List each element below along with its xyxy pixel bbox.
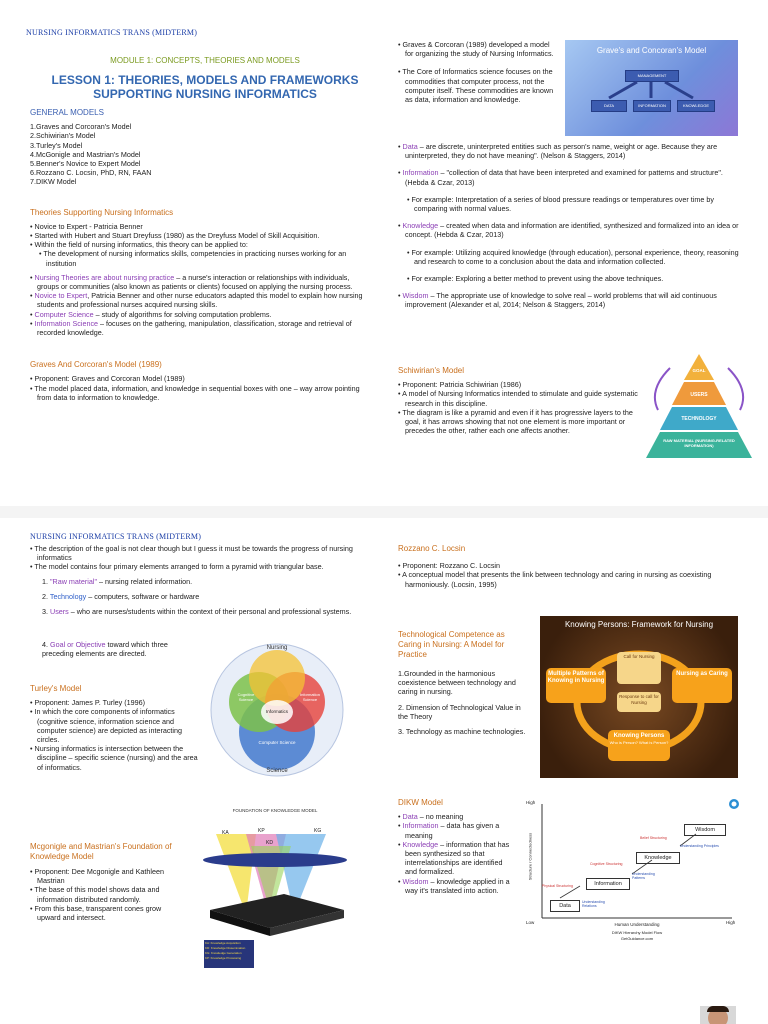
list-item: • A conceptual model that presents the link between technology and caring in nursing as coexisting harmoniously. (Locsin, 1995): [398, 570, 712, 589]
graves-list-2: [398, 40, 558, 58]
response-box: Response to call for Nursing: [617, 692, 661, 712]
techcomp-heading: Technological Competence as Caring in Nursing: A Model for Practice: [398, 630, 505, 659]
know-example-1: [398, 248, 743, 266]
know-example-2: [398, 274, 743, 283]
venn-science: Science: [266, 768, 288, 774]
turley-venn-diagram: [205, 640, 350, 780]
list-item: • Proponent: Rozzano C. Locsin: [398, 561, 501, 571]
list-item: • Data – no meaning: [398, 812, 464, 822]
chart-caption-2: GetGuidance.com: [620, 936, 654, 941]
data-box: DATA: [591, 100, 627, 112]
belief-structuring: Belief Structuring: [640, 836, 667, 840]
goal-item: [42, 640, 192, 664]
list-item: 2. Technology – computers, software or hardware: [42, 591, 200, 601]
list-item: • The Core of Informatics science focuses on the commodities that computer process, not the computer itself. These commodities are known as data, information and knowledge.: [398, 67, 554, 105]
x-high: High: [726, 920, 736, 925]
list-item: 4. Goal or Objective toward which three preceding elements are directed.: [42, 640, 168, 659]
module-title: MODULE 1: CONCEPTS, THEORIES AND MODELS: [110, 56, 300, 65]
locsin-list: [398, 561, 743, 589]
foundation-knowledge-diagram: [196, 804, 354, 972]
schwirian-heading: Schiwirian's Model: [398, 366, 464, 375]
schwirian-section: [398, 366, 638, 440]
graves-continued: [398, 40, 558, 109]
list-item: • Started with Hubert and Stuart Dreyfuss (1980) as the Dreyfuss Model of Skill Acquisition.: [30, 231, 320, 241]
venn-cognitive: Cognitive Science: [237, 692, 255, 702]
box-data: Data: [550, 900, 580, 912]
cone-kg: KG: [314, 828, 322, 834]
list-item: • For example: Exploring a better method to prevent using the above techniques.: [407, 274, 664, 284]
graves-corcoran-diagram: [565, 40, 738, 136]
list-item: 4.McGonigle and Mastrian's Model: [30, 149, 141, 159]
list-item: • Information – data has given a meaning: [398, 821, 500, 840]
list-item: • For example: Interpretation of a series of blood pressure readings or temperatures over time by comparing with normal values.: [407, 194, 714, 214]
lesson-title: [30, 73, 380, 101]
venn-nursing: Nursing: [266, 645, 288, 651]
theories-heading: Theories Supporting Nursing Informatics: [30, 207, 174, 217]
list-item: • Computer Science – study of algorithms for solving computation problems.: [30, 309, 272, 319]
knowing-sub: Who is Person? What is Person?: [609, 740, 669, 745]
techcomp-section: [398, 630, 530, 742]
knowing-persons-diagram: [540, 616, 738, 778]
list-item: • Nursing Theories are about nursing practice – a nurse's interaction or relationships with individuals, groups or communities (also known as patients or clients) focused on applying the nursing process.: [30, 272, 353, 292]
information-box: INFORMATION: [633, 100, 671, 112]
schwirian-list: [398, 380, 638, 435]
cone-kp: KP: [258, 828, 265, 834]
data-def: [398, 142, 743, 160]
list-item: • Wisdom – knowledge applied in a way it's translated into action.: [398, 876, 510, 895]
turley-heading: Turley's Model: [30, 684, 82, 693]
list-item: • Novice to Expert - Patricia Benner: [30, 221, 143, 231]
x-low: Low: [526, 920, 535, 925]
pyramid-raw-material: RAW MATERIAL (NURSING-RELATED INFORMATION): [663, 438, 735, 448]
cone-kd: KD: [266, 840, 273, 846]
dikw-heading: DIKW Model: [398, 798, 443, 807]
page-separator: [0, 506, 768, 518]
list-item: • Proponent: James P. Turley (1996): [30, 698, 146, 708]
patterns-box: Multiple Patterns of Knowing in Nursing: [546, 668, 606, 703]
dikw-list: [398, 812, 510, 895]
element-list: [30, 577, 375, 617]
theories-list: [30, 222, 370, 268]
general-models-list: [30, 122, 370, 186]
cone-ka: KA: [222, 830, 229, 836]
list-item: • The model placed data, information, and knowledge in sequential boxes with one – way arrow pointing from data to information to knowledge.: [30, 383, 360, 402]
locsin-heading: Rozzano C. Locsin: [398, 544, 466, 553]
dikw-section: [398, 798, 510, 900]
pyramid-description: [30, 544, 375, 622]
cone-legend: [204, 940, 254, 968]
lesson-title-line1: LESSON 1: THEORIES, MODELS AND FRAMEWORKS: [51, 73, 359, 87]
list-item: 2.Schiwirian's Model: [30, 131, 96, 141]
venn-computer: Computer Science: [258, 740, 296, 745]
general-models-heading: GENERAL MODELS: [30, 108, 104, 117]
wisdom-def: [398, 291, 743, 309]
list-item: 1.Graves and Corcoran's Model: [30, 122, 132, 132]
legend-item: KA: Knowledge Acquisition: [205, 941, 241, 945]
list-item: • From this base, transparent cones grow upward and intersect.: [30, 903, 162, 923]
list-item: • Proponent: Patricia Schiwirian (1986): [398, 380, 522, 390]
know-def: [398, 221, 743, 239]
list-item: • Information Science – focuses on the gathering, manipulation, classification, storage and retrieval of recorded knowledge.: [30, 318, 352, 338]
list-item: • The model contains four primary elements arranged to form a pyramid with triangular base.: [30, 562, 324, 572]
list-item: • Knowledge – created when data and information are identified, synthesized and formalized into an idea or concept. (Hebda & Czar, 2013): [398, 221, 739, 240]
pyramid-technology: TECHNOLOGY: [681, 416, 717, 422]
list-item: • A model of Nursing Informatics intended to stimulate and guide systematic research in this discipline.: [398, 389, 638, 408]
y-high: High: [526, 800, 536, 805]
lesson-title-line2: SUPPORTING NURSING INFORMATICS: [93, 87, 317, 101]
box-knowledge: Knowledge: [636, 852, 680, 864]
dikw-hierarchy-chart: [520, 794, 742, 944]
list-item: 6.Rozzano C. Locsin, PhD, RN, FAAN: [30, 168, 152, 178]
pyramid-goal: GOAL: [692, 368, 706, 373]
list-item: 3. Users – who are nurses/students within the context of their personal and professional systems.: [42, 607, 352, 617]
mcgonigle-heading: Mcgonigle and Mastrian's Foundation of Knowledge Model: [30, 842, 172, 861]
list-item: • Information – "collection of data that have been interpreted and examined for patterns and structure".(Hebda & Czar, 2013): [398, 168, 723, 187]
cognitive-structuring: Cognitive Structuring: [590, 862, 623, 866]
running-header: NURSING INFORMATICS TRANS (MIDTERM): [30, 532, 202, 541]
call-box: Call for Nursing: [617, 652, 661, 684]
list-item: 7.DIKW Model: [30, 177, 77, 187]
list-item: • Proponent: Dee Mcgonigle and Kathleen Mastrian: [30, 867, 164, 886]
legend-item: KD: Knowledge Dissemination: [205, 946, 246, 950]
graves-heading: Graves And Corcoran's Model (1989): [30, 360, 162, 370]
list-item: • Within the field of nursing informatics, this theory can be applied to:: [30, 240, 248, 250]
graves-list-3: [398, 67, 558, 104]
list-item: • The development of nursing informatics skills, competencies in practicing nurses working for an institution: [39, 249, 347, 268]
turley-list: [30, 698, 200, 772]
list-item: • Proponent: Graves and Corcoran Model (1989): [30, 374, 185, 384]
list-item: • Data – are discrete, uninterpreted entities such as person's name, weight or age. Because they are uninterpreted, they do not have meaning". (Nelson & Staggers, 2014): [398, 142, 718, 161]
page-1: [0, 0, 768, 506]
y-axis-label: Structure / Connectedness: [527, 832, 533, 881]
list-item: • Nursing informatics is intersection between the discipline – specific science (nursing) and the area of informatics.: [30, 744, 198, 772]
info-def: [398, 168, 743, 186]
mcgonigle-section: [30, 842, 180, 927]
left-column: [30, 108, 370, 407]
list-item: 2. Dimension of Technological Value in the Theory: [398, 702, 521, 721]
physical-structuring: Physical Structuring: [542, 884, 573, 888]
diagram-title: Grave's and Concoran's Model: [596, 46, 707, 55]
arrows: [565, 40, 738, 136]
list-item: • The base of this model shows data and information distributed randomly.: [30, 885, 160, 904]
info-example: [398, 195, 743, 213]
list-item: • In which the core components of informatics (cognitive science, information science and computer science) are depicted as interacting circles.: [30, 707, 183, 745]
list-item: • Graves & Corcoran (1989) developed a model for organizing the study of Nursing Informatics.: [398, 40, 554, 59]
pyramid-bullets: [30, 544, 375, 572]
running-header: NURSING INFORMATICS TRANS (MIDTERM): [26, 28, 198, 37]
page-2: [0, 518, 768, 1024]
mcgonigle-list: [30, 867, 180, 922]
list-item: • For example: Utilizing acquired knowledge (through education), personal experience, theory, reasoning and research to come to a conclusion about the data and information collected.: [407, 247, 739, 266]
locsin-section: [398, 544, 743, 594]
avatar: [700, 1006, 736, 1024]
list-item: • Wisdom – The appropriate use of knowledge to solve real – world problems that will aid continuous improvement (Alexander et al, 2014; Nelson & Staggers, 2014): [398, 291, 717, 310]
list-item: • Novice to Expert, Patricia Benner and other nurse educators adapted this model to explain how nursing students and professional nurses acquired nursing skills.: [30, 291, 363, 310]
list-item: • Knowledge – information that has been synthesized so that interrelationships are identified and formalized.: [398, 839, 510, 877]
dikw-definitions: [398, 142, 743, 315]
management-box: MANAGEMENT: [625, 70, 679, 82]
list-item: 3. Technology as machine technologies.: [398, 727, 526, 737]
turley-section: [30, 684, 200, 777]
knowing-label: Knowing Persons: [613, 733, 665, 739]
venn-informatics: Informatics: [265, 709, 288, 714]
legend-item: KG: Knowledge Generation: [205, 951, 242, 955]
understanding-relations: Understanding Relations: [582, 900, 605, 908]
schwirian-pyramid: [640, 350, 758, 460]
caring-box: Nursing as Caring: [672, 668, 732, 703]
list-item: • The diagram is like a pyramid and even if it has progressive layers to the goal, it has arrows showing that not one element is more important or precedes the other, rather each one affects another.: [398, 407, 633, 436]
list-item: 3.Turley's Model: [30, 140, 83, 150]
diagram-title: Knowing Persons: Framework for Nursing: [564, 620, 714, 629]
list-item: 1.Grounded in the harmonious coexistence between technology and caring in nursing.: [398, 669, 516, 697]
graves-list: [30, 374, 370, 402]
box-wisdom: Wisdom: [684, 824, 726, 836]
legend-item: KP: Knowledge Processing: [205, 956, 242, 960]
understanding-patterns: Understanding Patterns: [632, 872, 655, 880]
list-item: 1. "Raw material" – nursing related information.: [42, 576, 193, 586]
list-item: 5.Benner's Novice to Expert Model: [30, 159, 141, 169]
diagram-title: FOUNDATION OF KNOWLEDGE MODEL: [232, 808, 318, 813]
understanding-principles: Understanding Principles: [680, 844, 719, 848]
knowledge-box: KNOWLEDGE: [677, 100, 715, 112]
list-item: • The description of the goal is not clear though but I guess it must be towards the progress of nursing informatics: [30, 544, 353, 563]
knowing-box: [608, 730, 670, 761]
x-axis-label: Human Understanding: [614, 922, 660, 927]
pyramid-users: USERS: [690, 392, 708, 398]
theories-list-2: [30, 273, 370, 337]
box-information: Information: [586, 878, 630, 890]
chart-caption: DIKW Hierarchy Model Flow: [611, 930, 663, 935]
venn-information: Information Science: [299, 692, 320, 702]
